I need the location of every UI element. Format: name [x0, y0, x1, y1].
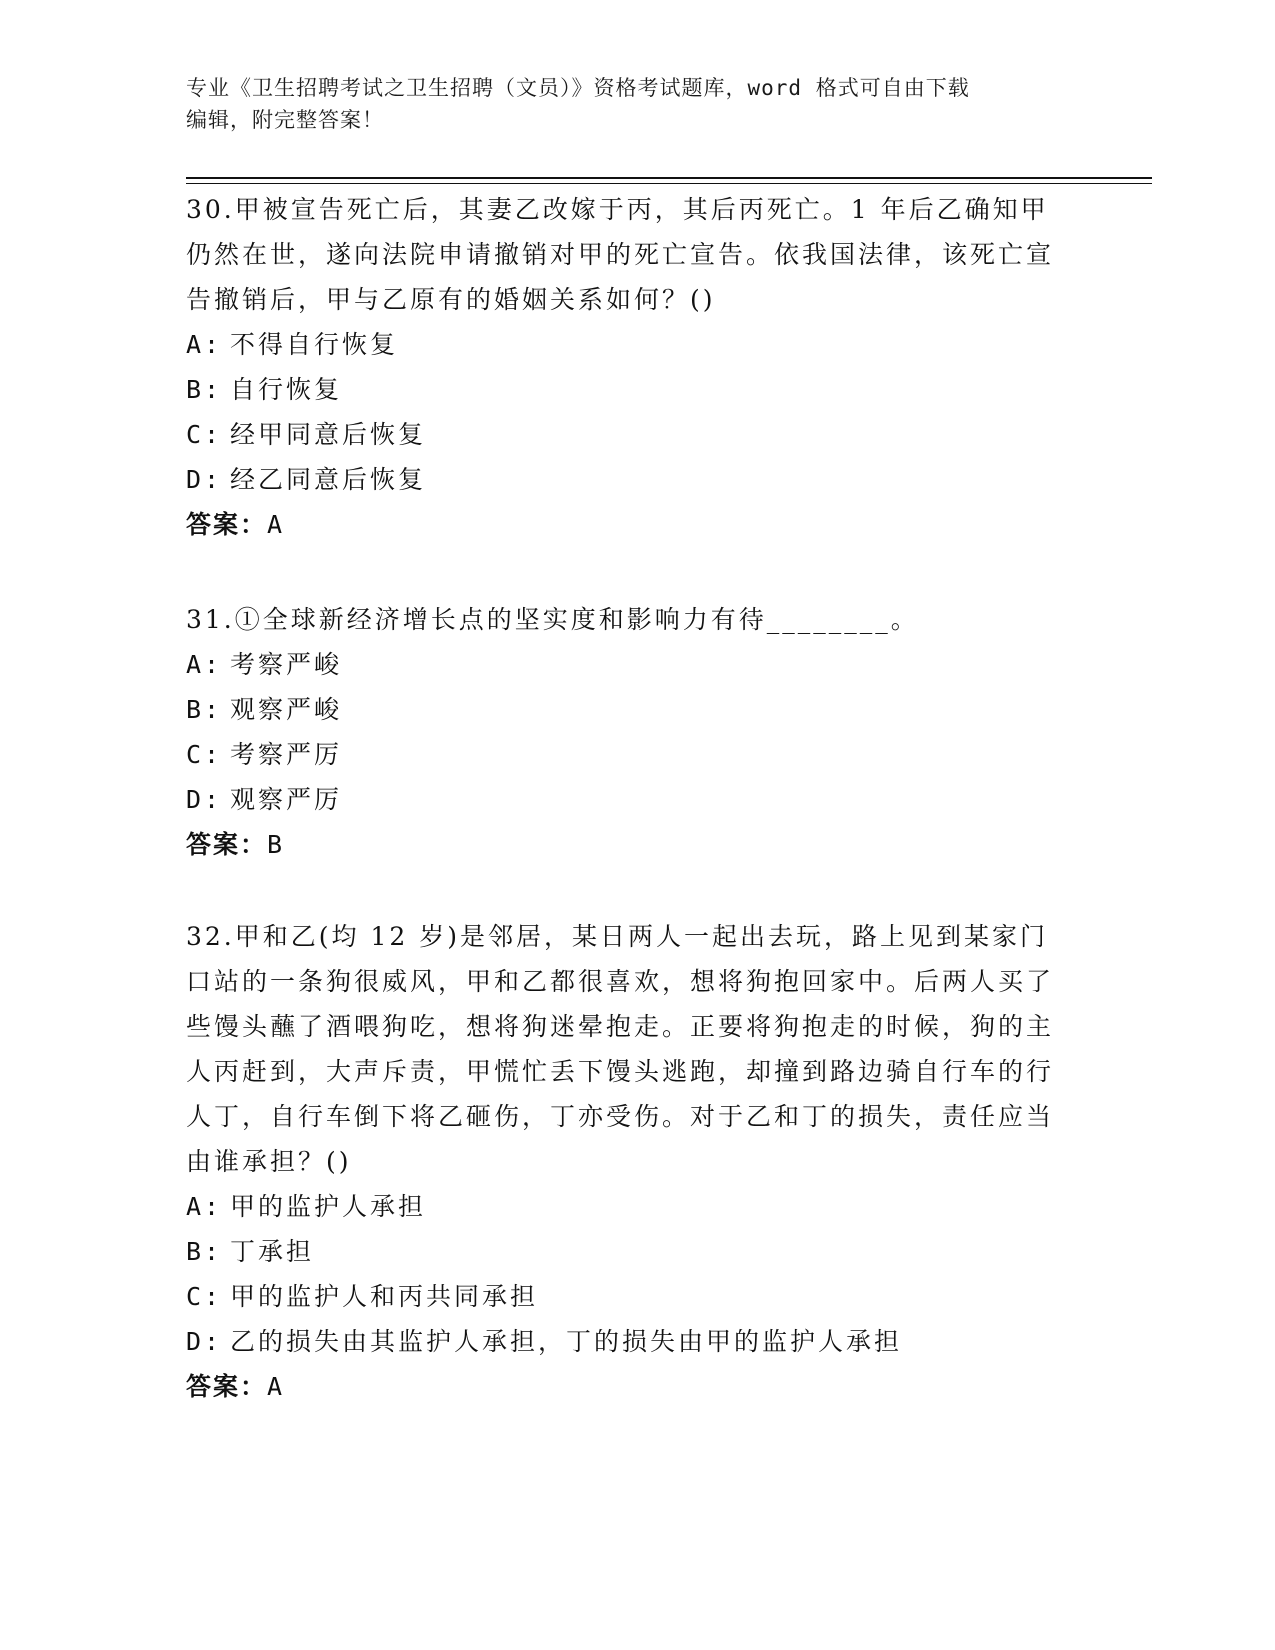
option-key: C: [186, 1282, 223, 1311]
option-text: 经甲同意后恢复 [230, 420, 427, 449]
option-c [186, 732, 1066, 777]
header-divider-thick [186, 177, 1152, 179]
answer-line [186, 502, 1066, 548]
option-key: D: [186, 465, 223, 494]
answer-value: B [267, 830, 285, 859]
option-d [186, 1319, 1066, 1364]
option-b [186, 687, 1066, 732]
option-text: 考察严峻 [230, 650, 343, 679]
option-a [186, 322, 1066, 367]
header-line-2: 编辑，附完整答案！ [186, 108, 384, 132]
option-text: 甲的监护人和丙共同承担 [230, 1282, 539, 1311]
option-d [186, 457, 1066, 502]
option-text: 乙的损失由其监护人承担，丁的损失由甲的监护人承担 [230, 1327, 903, 1356]
option-text: 经乙同意后恢复 [230, 465, 427, 494]
option-key: B: [186, 1237, 223, 1266]
header-divider-thin [186, 183, 1152, 184]
option-text: 自行恢复 [230, 375, 343, 404]
question-32 [186, 914, 1066, 1410]
option-key: C: [186, 420, 223, 449]
answer-label: 答案： [186, 1372, 268, 1401]
option-text: 考察严厉 [230, 740, 343, 769]
option-key: C: [186, 740, 223, 769]
option-b [186, 367, 1066, 412]
option-a [186, 1184, 1066, 1229]
question-31 [186, 597, 1066, 868]
option-c [186, 412, 1066, 457]
option-key: B: [186, 695, 223, 724]
document-header [186, 72, 1066, 136]
option-d [186, 777, 1066, 822]
option-text: 观察严厉 [230, 785, 343, 814]
answer-label: 答案： [186, 510, 268, 539]
option-text: 甲的监护人承担 [230, 1192, 427, 1221]
answer-label: 答案： [186, 830, 268, 859]
answer-value: A [267, 1372, 285, 1401]
option-key: A: [186, 330, 223, 359]
header-line-1: 专业《卫生招聘考试之卫生招聘（文员）》资格考试题库，word 格式可自由下载 [186, 76, 970, 100]
option-text: 丁承担 [230, 1237, 315, 1266]
answer-value: A [267, 510, 285, 539]
question-stem: 32.甲和乙(均 12 岁)是邻居，某日两人一起出去玩，路上见到某家门口站的一条狗很威风，甲和乙都很喜欢，想将狗抱回家中。后两人买了些馒头蘸了酒喂狗吃，想将狗迷晕抱走。正要将狗抱走的时候，狗的主人丙赶到，大声斥责，甲慌忙丢下馒头逃跑，却撞到路边骑自行车的行人丁，自行车倒下将乙砸伤，丁亦受伤。对于乙和丁的损失，责任应当由谁承担？() [186, 922, 1055, 1176]
option-key: A: [186, 1192, 223, 1221]
option-key: D: [186, 1327, 223, 1356]
option-key: B: [186, 375, 223, 404]
question-stem: 31.①全球新经济增长点的坚实度和影响力有待________。 [186, 605, 919, 634]
option-c [186, 1274, 1066, 1319]
option-a [186, 642, 1066, 687]
option-b [186, 1229, 1066, 1274]
answer-line [186, 822, 1066, 868]
option-key: D: [186, 785, 223, 814]
option-text: 观察严峻 [230, 695, 343, 724]
option-text: 不得自行恢复 [230, 330, 399, 359]
question-30 [186, 187, 1066, 548]
answer-line [186, 1364, 1066, 1410]
option-key: A: [186, 650, 223, 679]
question-stem: 30.甲被宣告死亡后，其妻乙改嫁于丙，其后丙死亡。1 年后乙确知甲仍然在世，遂向法院申请撤销对甲的死亡宣告。依我国法律，该死亡宣告撤销后，甲与乙原有的婚姻关系如何？() [186, 195, 1055, 314]
